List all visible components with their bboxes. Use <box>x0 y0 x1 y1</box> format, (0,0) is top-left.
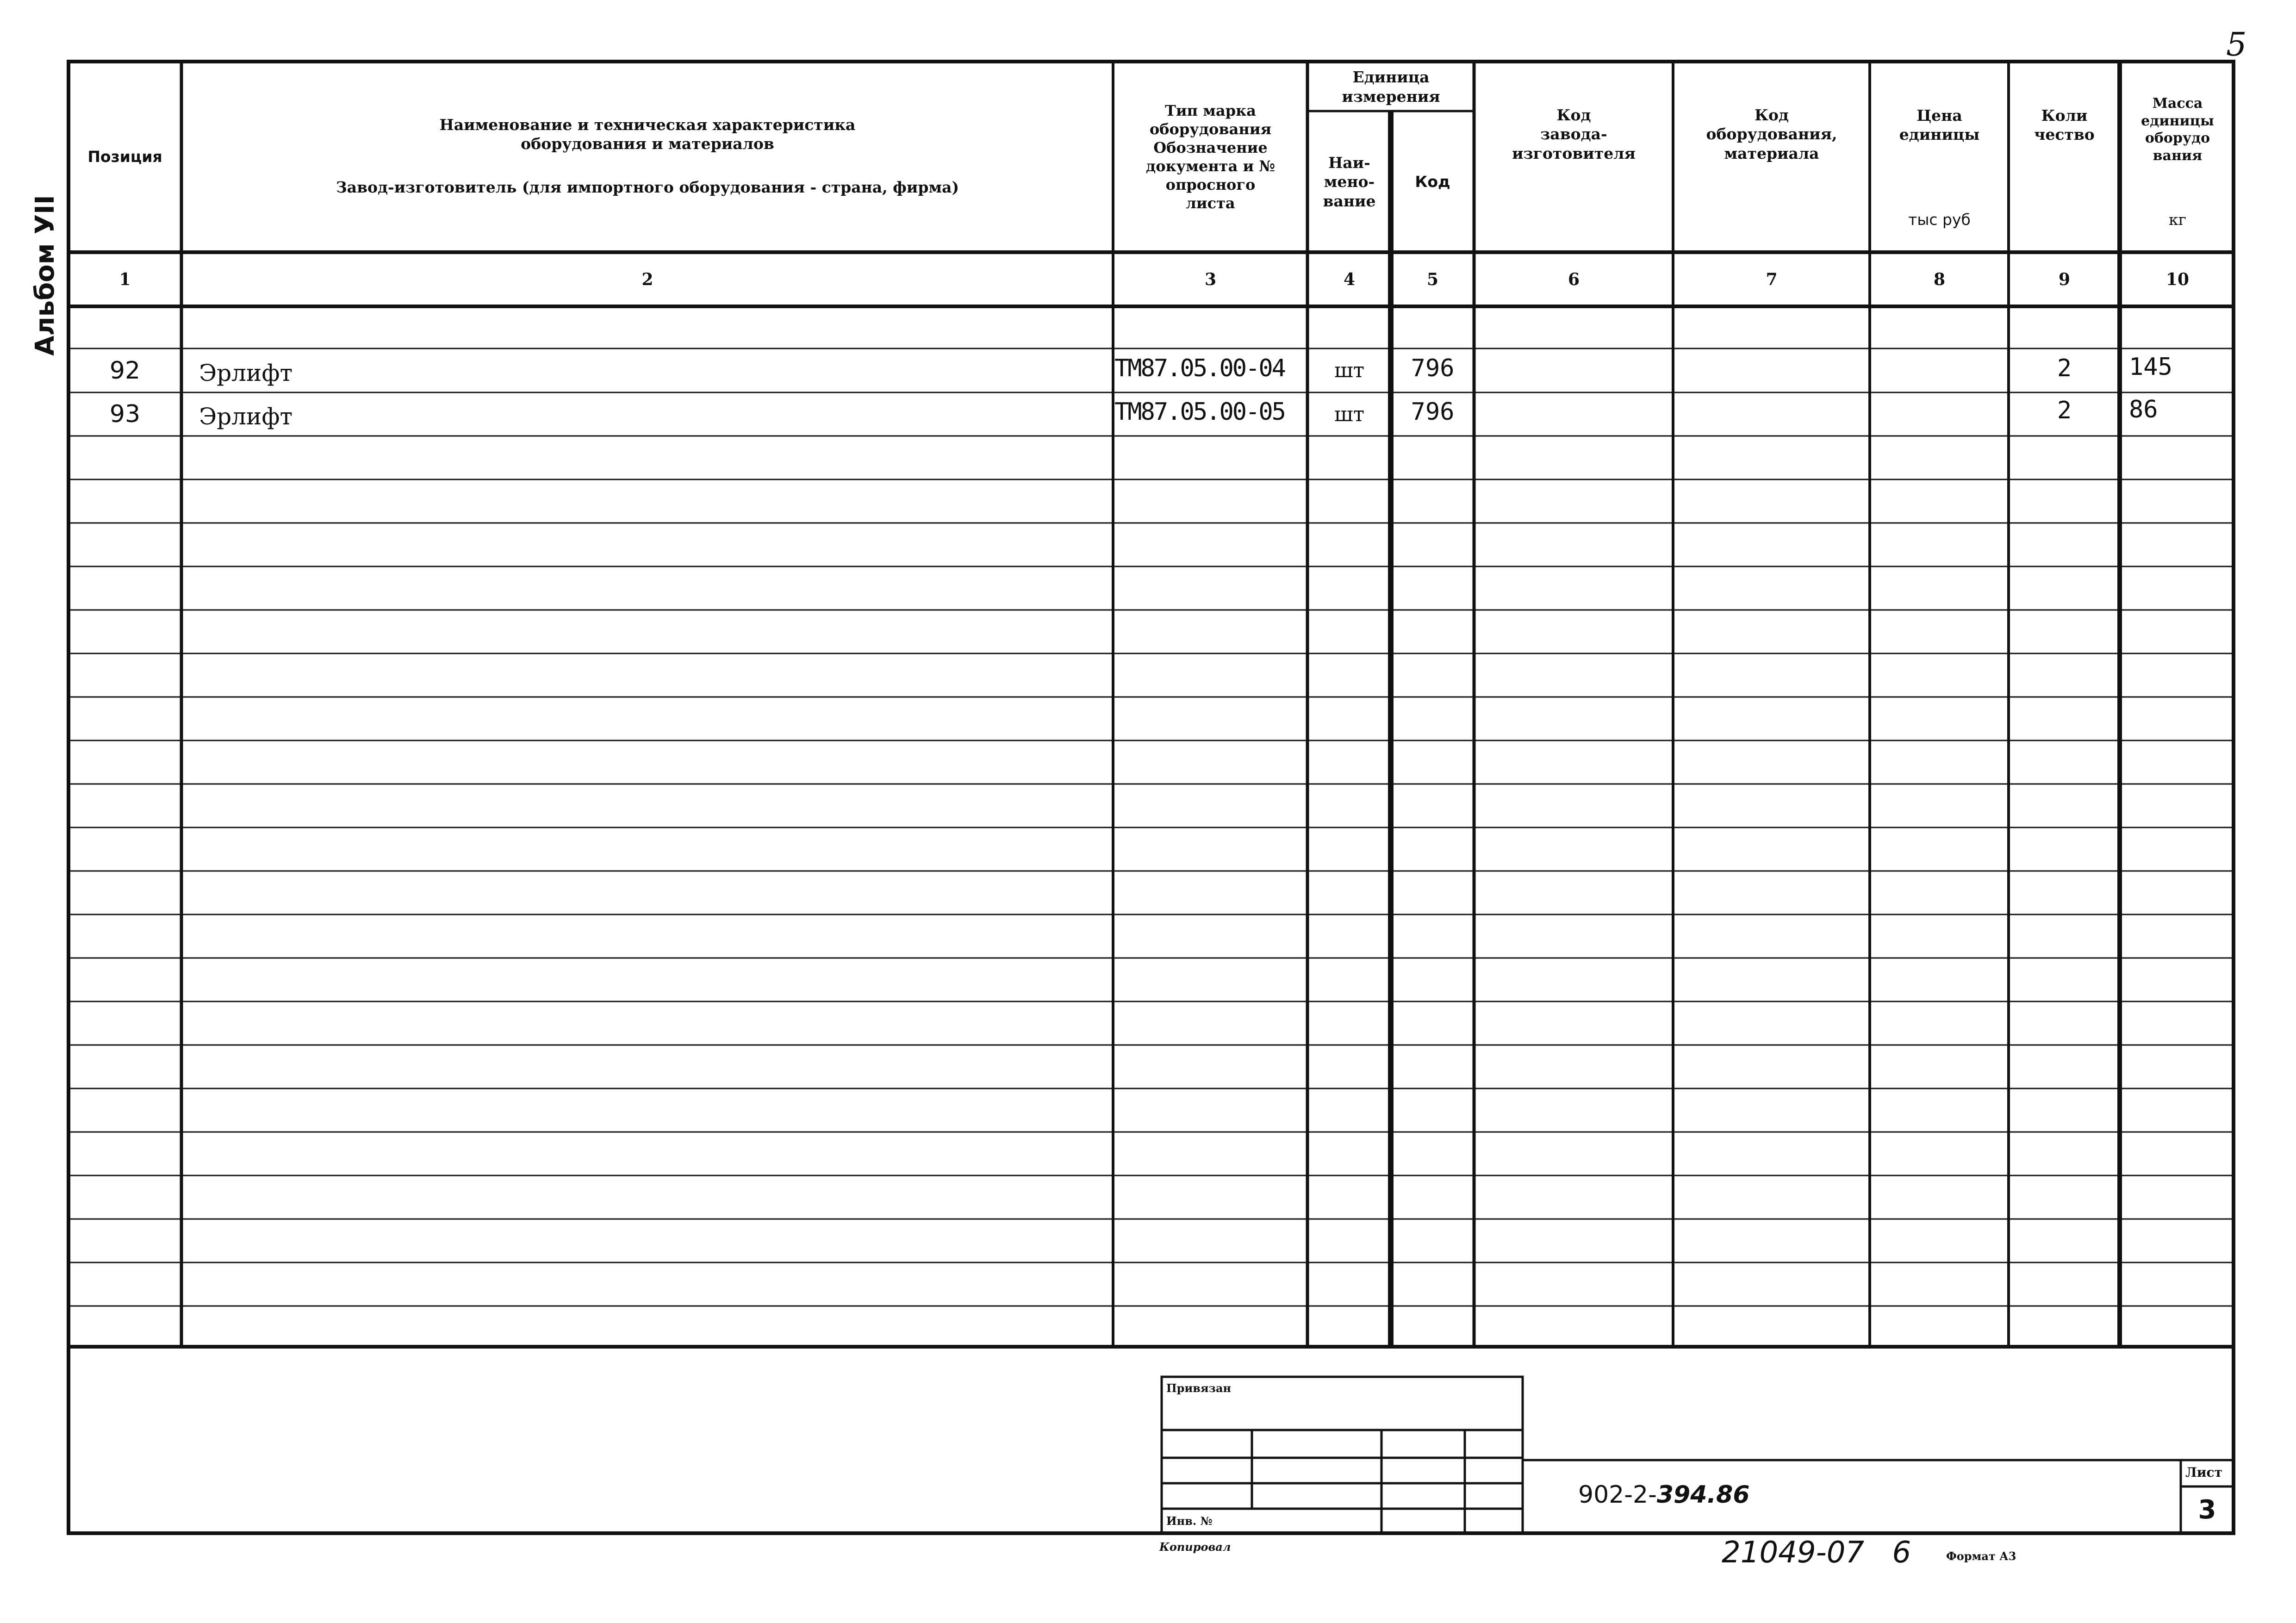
row-quantity: 2 <box>2057 354 2072 382</box>
column-number: 4 <box>1343 270 1356 289</box>
stamp-kopiroval: Копировал <box>1159 1540 1231 1554</box>
row-unit-code: 796 <box>1411 398 1455 426</box>
header-name: Наименование и техническая характеристика оборудования и материалов <box>439 115 856 153</box>
header-unit-code: Код <box>1415 173 1450 191</box>
row-type: ТМ87.05.00-05 <box>1114 398 1285 426</box>
sheet-number: 3 <box>2198 1495 2216 1525</box>
header-unit-name: Наи- мено- вание <box>1323 154 1376 210</box>
header-price: Цена единицы <box>1899 106 1980 143</box>
header-mass-unit: кг <box>2169 211 2186 229</box>
header-unit-group: Единица измерения <box>1342 68 1440 106</box>
header-name-factory: Завод-изготовитель (для импортного оборудования - страна, фирма) <box>336 178 959 197</box>
row-unit-name: шт <box>1334 402 1365 426</box>
column-number: 5 <box>1426 270 1439 289</box>
header-mass: Масса единицы оборудо вания <box>2141 95 2214 164</box>
document-code <box>1578 1481 1750 1509</box>
document-code-suffix: 394.86 <box>1656 1481 1750 1509</box>
order-number-main: 21049-07 <box>1722 1536 1865 1570</box>
order-number <box>1722 1536 1911 1570</box>
row-unit-name: шт <box>1334 359 1365 382</box>
header-position: Позиция <box>87 148 162 166</box>
column-number: 6 <box>1568 270 1580 289</box>
paper-format: Формат А3 <box>1946 1549 2016 1563</box>
row-name: Эрлифт <box>199 403 293 430</box>
column-number: 3 <box>1204 270 1217 289</box>
row-quantity: 2 <box>2057 397 2072 424</box>
order-number-suffix: 6 <box>1892 1536 1911 1570</box>
row-unit-code: 796 <box>1411 354 1455 382</box>
header-price-unit: тыс руб <box>1908 211 1971 229</box>
column-number: 8 <box>1933 270 1946 289</box>
row-mass: 86 <box>2129 396 2158 423</box>
header-factory-code: Код завода- изготовителя <box>1512 106 1636 162</box>
page-number: 5 <box>2226 25 2247 63</box>
row-type: ТМ87.05.00-04 <box>1114 354 1285 382</box>
document-code-prefix: 902-2- <box>1578 1481 1657 1509</box>
column-number: 10 <box>2165 270 2190 289</box>
row-position: 92 <box>109 356 141 385</box>
column-number: 1 <box>119 270 131 289</box>
stamp-inv-no: Инв. № <box>1166 1514 1213 1528</box>
column-number: 7 <box>1766 270 1778 289</box>
sheet-label: Лист <box>2185 1465 2222 1480</box>
stamp-privyazan: Привязан <box>1166 1381 1232 1395</box>
column-number: 2 <box>641 270 653 289</box>
header-equipment-code: Код оборудования, материала <box>1706 106 1837 162</box>
album-label: Альбом УІІ <box>30 195 60 356</box>
column-number: 9 <box>2058 270 2071 289</box>
header-type: Тип марка оборудования Обозначение документа и № опросного листа <box>1145 102 1276 212</box>
row-position: 93 <box>109 400 141 428</box>
row-mass: 145 <box>2129 353 2172 381</box>
row-name: Эрлифт <box>199 359 293 386</box>
header-quantity: Коли чество <box>2034 106 2095 143</box>
